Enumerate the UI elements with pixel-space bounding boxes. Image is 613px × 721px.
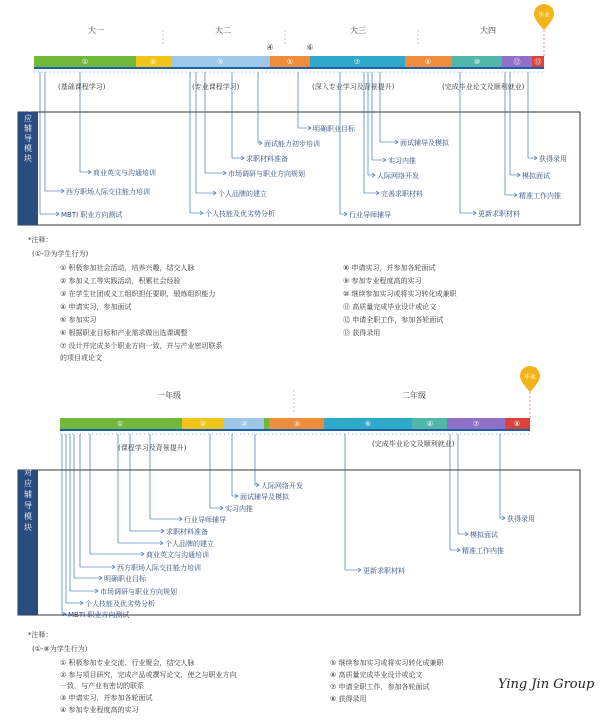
top-note: ⑧ 申请实习，并参加各轮面试 (343, 264, 436, 272)
top-item-3: 商业英文与沟通培训 (93, 169, 156, 177)
bottom-note: ② 参与项目研究，完成产品或撰写论文，使之与职业方向 (60, 671, 237, 679)
top-item-17: 模拟面试 (522, 172, 550, 180)
top-note: ③ 在学生社团或义工组织担任要职，锻炼组织能力 (60, 290, 216, 298)
leader-line (258, 72, 262, 143)
bottom-phase-1: (课程学习及背景提升) (118, 444, 187, 452)
top-note: ⑫ 申请全职工作，参加各轮面试 (343, 316, 444, 324)
leader-line (232, 434, 238, 496)
leader-line (458, 434, 468, 534)
bottom-note-title: *注释： (28, 631, 53, 639)
top-item-14: 面试辅导及模拟 (400, 139, 449, 147)
top-module-label: 项目对应辅导模块 (23, 84, 33, 164)
top-note-title: *注释： (28, 236, 53, 244)
bottom-item-5: 西方职场人际交往能力培训 (117, 564, 201, 572)
leader-line (500, 434, 505, 518)
svg-text:⑫: ⑫ (513, 58, 521, 66)
top-note: ⑩ 继续参加实习或将实习转化成兼职 (343, 290, 457, 298)
bottom-timeline (18, 366, 580, 714)
bottom-item-13: 更新求职材料 (363, 567, 405, 575)
leader-line (62, 434, 66, 614)
leader-line (528, 72, 537, 158)
top-notes-left (60, 263, 223, 362)
top-phase-3: (深入专业学习及背景提升) (312, 83, 395, 91)
top-note-sub: (①-⑬为学生行为) (32, 250, 89, 258)
top-item-4: 个人技能及优劣势分析 (205, 210, 275, 218)
bottom-item-16: 获得录用 (507, 515, 535, 523)
top-item-16: 精准工作内推 (519, 192, 561, 200)
top-item-2: 西方职场人际交往能力培训 (66, 188, 150, 196)
bottom-note: ⑥ 高质量完成毕业设计或论文 (330, 671, 423, 679)
top-item-6: 市场调研与职业方向规划 (228, 170, 305, 178)
top-note: ② 参加义工等实践活动，积累社会经验 (60, 277, 181, 285)
leader-line (460, 72, 476, 213)
top-note: ⑤ 参加实习 (60, 316, 97, 324)
svg-text:②: ② (149, 58, 157, 66)
top-note: ⑨ 参加专业程度高的实习 (343, 277, 422, 285)
leader-line (66, 434, 83, 603)
top-phase-2: (专业课程学习) (192, 83, 240, 91)
bottom-phase-2: (完成毕业论文及顺利就业) (372, 440, 455, 448)
bottom-item-2: 个人技能及优劣势分析 (85, 600, 155, 608)
top-year-3: 大三 (350, 26, 366, 35)
top-item-13: 实习内推 (388, 157, 416, 165)
top-item-1: MBTI 职业方向测试 (61, 211, 123, 219)
leader-line (210, 434, 223, 508)
bottom-item-15: 模拟面试 (470, 531, 498, 539)
bottom-note: ⑤ 继续参加实习或将实习转化成兼职 (330, 659, 444, 667)
top-graduation-label: 毕业 (537, 12, 551, 19)
leader-line (80, 434, 115, 567)
leader-line (450, 434, 460, 550)
bottom-item-10: 实习内推 (225, 505, 253, 513)
svg-text:⑥: ⑥ (364, 420, 372, 428)
bottom-year-1: 一年级 (157, 391, 181, 400)
svg-text:③: ③ (216, 58, 224, 66)
bottom-item-11: 面试辅导及模拟 (240, 493, 289, 501)
bottom-note: ③ 申请实习，并参加各轮面试 (60, 694, 153, 702)
top-note: ① 积极参加社会活动，培养兴趣，结交人脉 (60, 264, 195, 272)
top-item-12: 人际网络开发 (377, 172, 419, 180)
top-item-15: 更新求职材料 (478, 210, 520, 218)
leader-line (74, 434, 102, 578)
bottom-item-4: 明确职业目标 (104, 575, 146, 583)
svg-text:⑧: ⑧ (513, 420, 521, 428)
svg-text:①: ① (81, 58, 89, 66)
bottom-item-3: 市场调研与职业方向规划 (100, 588, 177, 596)
leader-line (255, 434, 259, 485)
svg-text:⑤: ⑤ (293, 420, 301, 428)
bottom-item-6: 商业英文与沟通培训 (146, 551, 209, 559)
bottom-module-label: 项目对应辅导模块 (23, 446, 33, 534)
top-item-11: 完善求职材料 (381, 190, 423, 198)
leader-line (340, 72, 347, 214)
marker-6: ⑥ (306, 43, 314, 52)
top-item-7: 求职材料准备 (246, 155, 288, 163)
top-note: ④ 申请实习，参加面试 (60, 303, 132, 311)
top-note: ⑪ 高质量完成毕业设计或论文 (343, 303, 437, 311)
svg-text:⑦: ⑦ (353, 58, 361, 66)
bottom-note: ⑦ 申请全职工作，参加各轮面试 (330, 683, 430, 691)
bottom-item-8: 求职材料准备 (166, 528, 208, 536)
top-year-2: 大二 (215, 26, 231, 35)
top-note: ⑥ 根据职业目标和产业需求做出选课调整 (60, 329, 188, 337)
top-timeline (18, 4, 580, 362)
bottom-year-2: 二年级 (402, 391, 426, 400)
top-item-18: 获得录用 (539, 155, 567, 163)
top-item-9: 明确职业目标 (313, 125, 355, 133)
top-phase-1: (基础课程学习) (58, 83, 106, 91)
top-note: ⑬ 获得录用 (343, 329, 381, 337)
leader-line (298, 72, 311, 128)
bottom-note: 一致，与产业有密切的联系 (60, 682, 144, 690)
top-year-4: 大四 (480, 26, 496, 35)
top-note: 的项目或论文 (60, 354, 102, 362)
bottom-notes-right (330, 658, 445, 703)
top-item-5: 个人品牌的建立 (218, 190, 267, 198)
timeline-segment (264, 418, 269, 429)
watermark-logo: Ying Jin Group (498, 677, 595, 692)
leader-line (90, 434, 144, 554)
leader-line (190, 72, 203, 213)
svg-text:⑧: ⑧ (424, 58, 432, 66)
bottom-note-sub: (①-⑧为学生行为) (32, 645, 88, 653)
top-item-10: 行业导师辅导 (349, 211, 391, 219)
top-phase-4: (完成毕业论文及顺利就业) (442, 83, 525, 91)
bottom-note: ④ 参加专业程度高的实习 (60, 706, 139, 714)
timeline-baseline (60, 429, 530, 431)
svg-text:⑬: ⑬ (534, 58, 542, 66)
bottom-item-12: 人际网络开发 (261, 482, 303, 490)
bottom-item-1: MBTI 职业方向测试 (68, 611, 130, 619)
bottom-notes-left (60, 658, 237, 714)
top-item-8: 面试能力初步培训 (264, 140, 320, 148)
bottom-item-14: 精准工作内推 (462, 547, 504, 555)
svg-text:⑦: ⑦ (472, 420, 480, 428)
svg-text:③: ③ (240, 420, 248, 428)
svg-text:⑩: ⑩ (473, 58, 481, 66)
svg-text:②: ② (199, 420, 207, 428)
marker-4: ④ (266, 43, 274, 52)
top-note: ⑦ 设计并完成多个职业方向一致，并与产业密切联系 (60, 342, 223, 350)
timeline-baseline (34, 67, 544, 69)
bottom-note: ⑧ 获得录用 (330, 695, 367, 703)
svg-text:⑤: ⑤ (286, 58, 294, 66)
bottom-note: ① 积极参加专业交流、行业聚会，结交人脉 (60, 659, 195, 667)
leader-line (345, 434, 361, 570)
top-notes-right (343, 263, 458, 337)
svg-text:④: ④ (426, 420, 434, 428)
leader-line (40, 72, 59, 214)
bottom-item-9: 行业导师辅导 (184, 516, 226, 524)
svg-text:①: ① (116, 420, 124, 428)
bottom-item-7: 个人品牌的建立 (165, 540, 214, 548)
bottom-graduation-label: 毕业 (523, 374, 537, 381)
top-year-1: 大一 (88, 26, 104, 35)
